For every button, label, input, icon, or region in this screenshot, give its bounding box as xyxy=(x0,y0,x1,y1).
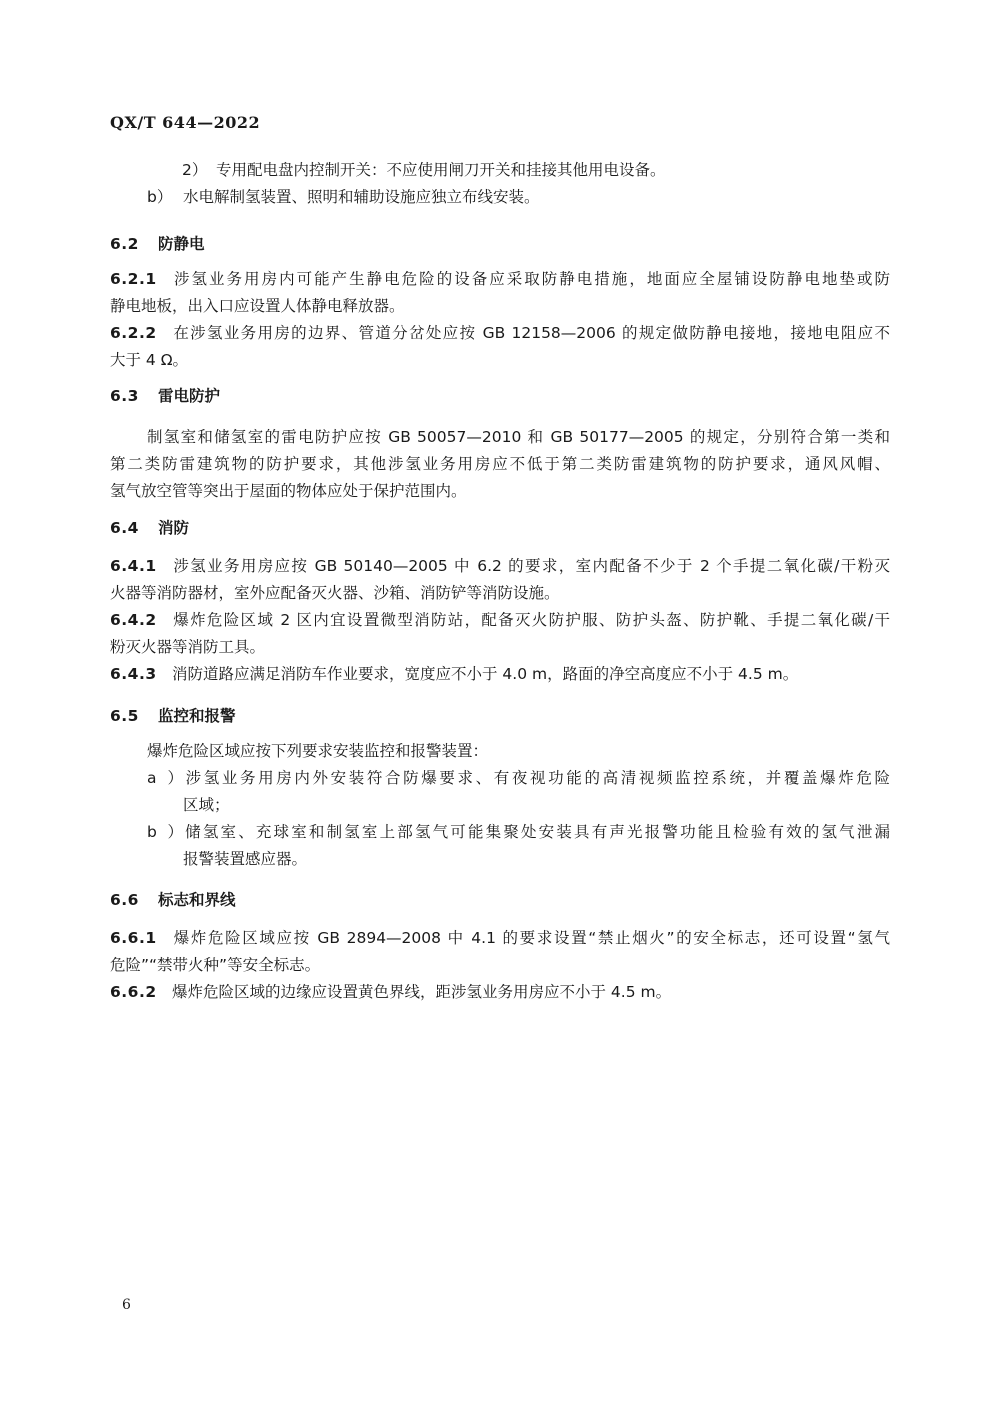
section-title: 监控和报警 xyxy=(158,707,236,725)
section-title: 标志和界线 xyxy=(158,891,236,909)
clause-6-6-1-line-2: 危险”“禁带火种”等安全标志。 xyxy=(110,956,321,974)
clause-number: 6.2.2 xyxy=(110,324,157,342)
paragraph-6-3-line-1: 制氢室和储氢室的雷电防护应按 GB 50057—2010 和 GB 50177—2005 的规定，分别符合第一类和 xyxy=(147,428,890,446)
clause-text: 涉氢业务用房应按 GB 50140—2005 中 6.2 的要求，室内配备不少于 2 个手提二氧化碳/干粉灭 xyxy=(172,557,890,575)
list-item-text: 水电解制氢装置、照明和辅助设施应独立布线安装。 xyxy=(183,188,540,206)
section-number: 6.3 xyxy=(110,387,139,405)
list-item-text: 专用配电盘内控制开关：不应使用闸刀开关和挂接其他用电设备。 xyxy=(216,161,666,179)
clause-6-4-2-line-1 xyxy=(110,607,890,634)
clause-6-6-2-line-1 xyxy=(110,979,890,1006)
section-number: 6.6 xyxy=(110,891,139,909)
clause-number: 6.4.2 xyxy=(110,611,157,629)
list-item-6-5-b-line-1 xyxy=(147,819,890,846)
paragraph-6-5-intro: 爆炸危险区域应按下列要求安装监控和报警装置： xyxy=(147,742,489,760)
section-title: 雷电防护 xyxy=(158,387,221,405)
section-heading-6-6 xyxy=(110,888,236,910)
clause-6-2-1-line-2: 静电地板，出入口应设置人体静电释放器。 xyxy=(110,297,405,315)
clause-6-2-1-line-1 xyxy=(110,266,890,293)
clause-number: 6.4.3 xyxy=(110,665,157,683)
clause-number: 6.4.1 xyxy=(110,557,157,575)
section-number: 6.5 xyxy=(110,707,139,725)
clause-6-4-1-line-2: 火器等消防器材，室外应配备灭火器、沙箱、消防铲等消防设施。 xyxy=(110,584,560,602)
clause-number: 6.6.2 xyxy=(110,983,157,1001)
clause-6-6-1-line-1 xyxy=(110,925,890,952)
clause-text: 涉氢业务用房内可能产生静电危险的设备应采取防静电措施，地面应全屋铺设防静电地垫或防 xyxy=(172,270,890,288)
page-number: 6 xyxy=(122,1297,131,1313)
section-number: 6.4 xyxy=(110,519,139,537)
clause-6-4-2-line-2: 粉灭火器等消防工具。 xyxy=(110,638,266,656)
clause-6-4-1-line-1 xyxy=(110,553,890,580)
paragraph-6-3-line-3: 氢气放空管等突出于屋面的物体应处于保护范围内。 xyxy=(110,482,467,500)
clause-number: 6.2.1 xyxy=(110,270,157,288)
clause-text: 爆炸危险区域应按 GB 2894—2008 中 4.1 的要求设置“禁止烟火”的安全标志，还可设置“氢气 xyxy=(172,929,890,947)
list-marker: 2） xyxy=(182,161,208,179)
clause-number: 6.6.1 xyxy=(110,929,157,947)
section-heading-6-2 xyxy=(110,232,205,254)
list-marker: a） xyxy=(147,769,183,787)
list-item-6-5-a-line-1 xyxy=(147,765,890,792)
clause-text: 在涉氢业务用房的边界、管道分岔处应按 GB 12158—2006 的规定做防静电接地，接地电阻应不 xyxy=(172,324,890,342)
list-item-text: 涉氢业务用房内外安装符合防爆要求、有夜视功能的高清视频监控系统，并覆盖爆炸危险 xyxy=(183,769,890,787)
list-marker: b） xyxy=(147,823,183,841)
section-heading-6-5 xyxy=(110,704,236,726)
section-title: 消防 xyxy=(158,519,190,537)
section-heading-6-3 xyxy=(110,384,220,406)
section-number: 6.2 xyxy=(110,235,139,253)
paragraph-6-3-line-2: 第二类防雷建筑物的防护要求，其他涉氢业务用房应不低于第二类防雷建筑物的防护要求，通风风帽、 xyxy=(110,455,890,473)
clause-text: 消防道路应满足消防车作业要求，宽度应不小于 4.0 m，路面的净空高度应不小于 4.5 m。 xyxy=(172,665,799,683)
list-item-b xyxy=(147,184,887,211)
clause-6-4-3-line-1 xyxy=(110,661,890,688)
section-title: 防静电 xyxy=(158,235,205,253)
clause-6-2-2-line-2: 大于 4 Ω。 xyxy=(110,351,189,369)
clause-6-2-2-line-1 xyxy=(110,320,890,347)
section-heading-6-4 xyxy=(110,516,189,538)
list-marker: b） xyxy=(147,188,173,206)
clause-text: 爆炸危险区域的边缘应设置黄色界线，距涉氢业务用房应不小于 4.5 m。 xyxy=(172,983,672,1001)
clause-text: 爆炸危险区域 2 区内宜设置微型消防站，配备灭火防护服、防护头盔、防护靴、手提二氧化碳/干 xyxy=(172,611,890,629)
list-item-text: 储氢室、充球室和制氢室上部氢气可能集聚处安装具有声光报警功能且检验有效的氢气泄漏 xyxy=(183,823,890,841)
list-item-2 xyxy=(182,157,882,184)
list-item-6-5-b-line-2: 报警装置感应器。 xyxy=(183,850,308,868)
document-code: QX/T 644—2022 xyxy=(110,113,261,132)
list-item-6-5-a-line-2: 区域； xyxy=(183,796,230,814)
